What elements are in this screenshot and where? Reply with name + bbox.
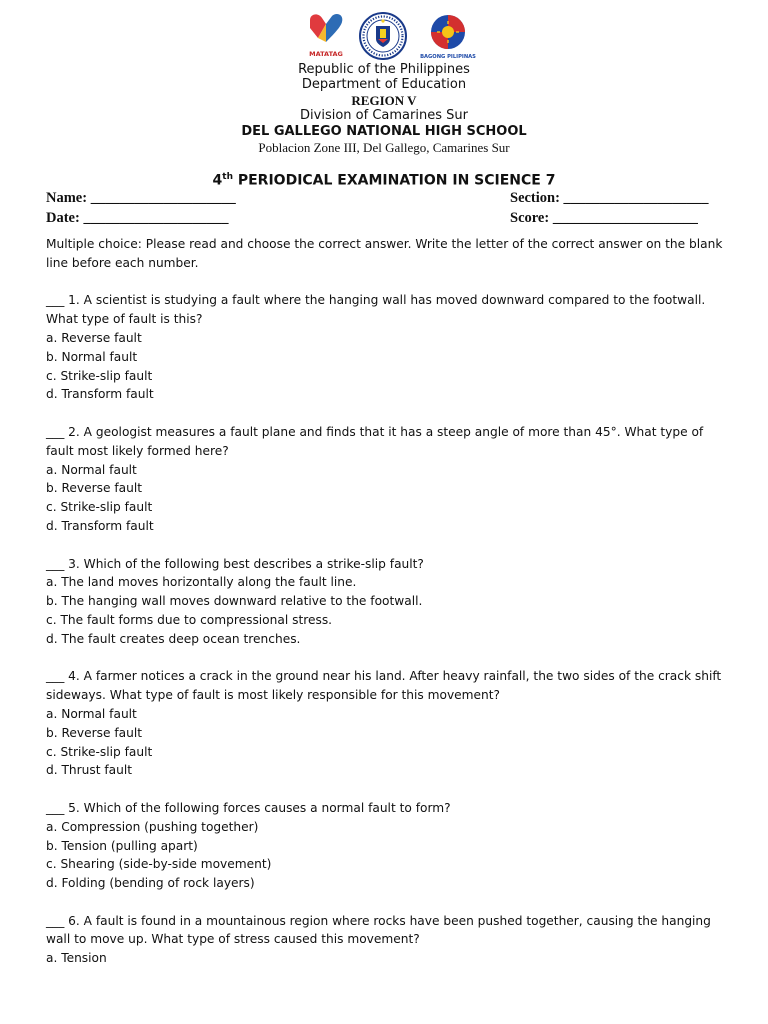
answer-choice: c. Strike-slip fault xyxy=(46,368,153,383)
matatag-logo xyxy=(304,12,348,60)
question-6 xyxy=(46,912,726,968)
answer-choice: d. Transform fault xyxy=(46,518,154,533)
answer-choice: b. Tension (pulling apart) xyxy=(46,838,198,853)
exam-title-text: PERIODICAL EXAMINATION IN SCIENCE 7 xyxy=(232,172,556,189)
exam-title xyxy=(0,172,768,189)
exam-body xyxy=(46,235,726,987)
score-field[interactable]: Score: ____________________ xyxy=(510,210,698,226)
exam-number-suffix: th xyxy=(222,172,233,182)
answer-choice: b. Normal fault xyxy=(46,349,138,364)
department-line: Department of Education xyxy=(301,77,467,92)
answer-choice: a. Normal fault xyxy=(46,706,137,721)
school-name: DEL GALLEGO NATIONAL HIGH SCHOOL xyxy=(241,124,527,139)
section-field[interactable]: Section: ____________________ xyxy=(510,190,709,206)
question-text: ___ 4. A farmer notices a crack in the ground near his land. After heavy rainfall, the two sides of the crack shift sideways. What type of fault is most likely responsible for this movement? xyxy=(46,669,722,703)
question-3 xyxy=(46,555,726,649)
exam-number: 4 xyxy=(212,172,223,189)
logo-row xyxy=(0,12,768,60)
answer-choice: b. The hanging wall moves downward relative to the footwall. xyxy=(46,594,423,609)
question-text: ___ 1. A scientist is studying a fault where the hanging wall has moved downward compared to the footwall. What type of fault is this? xyxy=(46,293,706,327)
answer-choice: d. The fault creates deep ocean trenches. xyxy=(46,631,301,646)
answer-choice: c. Strike-slip fault xyxy=(46,500,153,515)
answer-choice: d. Thrust fault xyxy=(46,763,133,778)
bagong-pilipinas-text: BAGONG PILIPINAS xyxy=(420,54,476,60)
question-text: ___ 2. A geologist measures a fault plane and finds that it has a steep angle of more than 45°. What type of fault most likely formed here? xyxy=(46,424,704,458)
answer-choice: b. Reverse fault xyxy=(46,725,142,740)
republic-line: Republic of the Philippines xyxy=(298,62,470,77)
matatag-logo-text: MATATAG xyxy=(309,50,343,58)
question-1 xyxy=(46,291,726,404)
date-field[interactable]: Date: ____________________ xyxy=(46,210,229,226)
answer-choice: d. Folding (bending of rock layers) xyxy=(46,876,255,891)
deped-seal xyxy=(359,12,407,60)
answer-choice: a. Normal fault xyxy=(46,462,137,477)
name-field[interactable]: Name: ____________________ xyxy=(46,190,236,206)
question-text: ___ 6. A fault is found in a mountainous region where rocks have been pushed together, causing the hanging wall to move up. What type of stress caused this movement? xyxy=(46,913,711,947)
answer-choice: a. Reverse fault xyxy=(46,330,142,345)
answer-choice: b. Reverse fault xyxy=(46,481,142,496)
answer-choice: c. Strike-slip fault xyxy=(46,744,153,759)
question-list xyxy=(46,291,726,968)
instructions: Multiple choice: Please read and choose the correct answer. Write the letter of the correct answer on the blank line before each number. xyxy=(46,237,723,270)
bagong-pilipinas-logo xyxy=(420,12,476,60)
question-4 xyxy=(46,667,726,780)
answer-choice: a. Compression (pushing together) xyxy=(46,819,259,834)
question-text: ___ 3. Which of the following best describes a strike-slip fault? xyxy=(46,556,424,571)
question-text: ___ 5. Which of the following forces causes a normal fault to form? xyxy=(46,800,451,815)
question-5 xyxy=(46,799,726,893)
division-line: Division of Camarines Sur xyxy=(300,108,468,123)
answer-choice: a. Tension xyxy=(46,951,107,966)
question-2 xyxy=(46,423,726,536)
region-line: REGION V xyxy=(351,93,417,108)
answer-choice: a. The land moves horizontally along the fault line. xyxy=(46,575,357,590)
school-address: Poblacion Zone III, Del Gallego, Camarines Sur xyxy=(258,140,510,155)
answer-choice: c. Shearing (side-by-side movement) xyxy=(46,857,272,872)
answer-choice: d. Transform fault xyxy=(46,387,154,402)
answer-choice: c. The fault forms due to compressional stress. xyxy=(46,612,333,627)
